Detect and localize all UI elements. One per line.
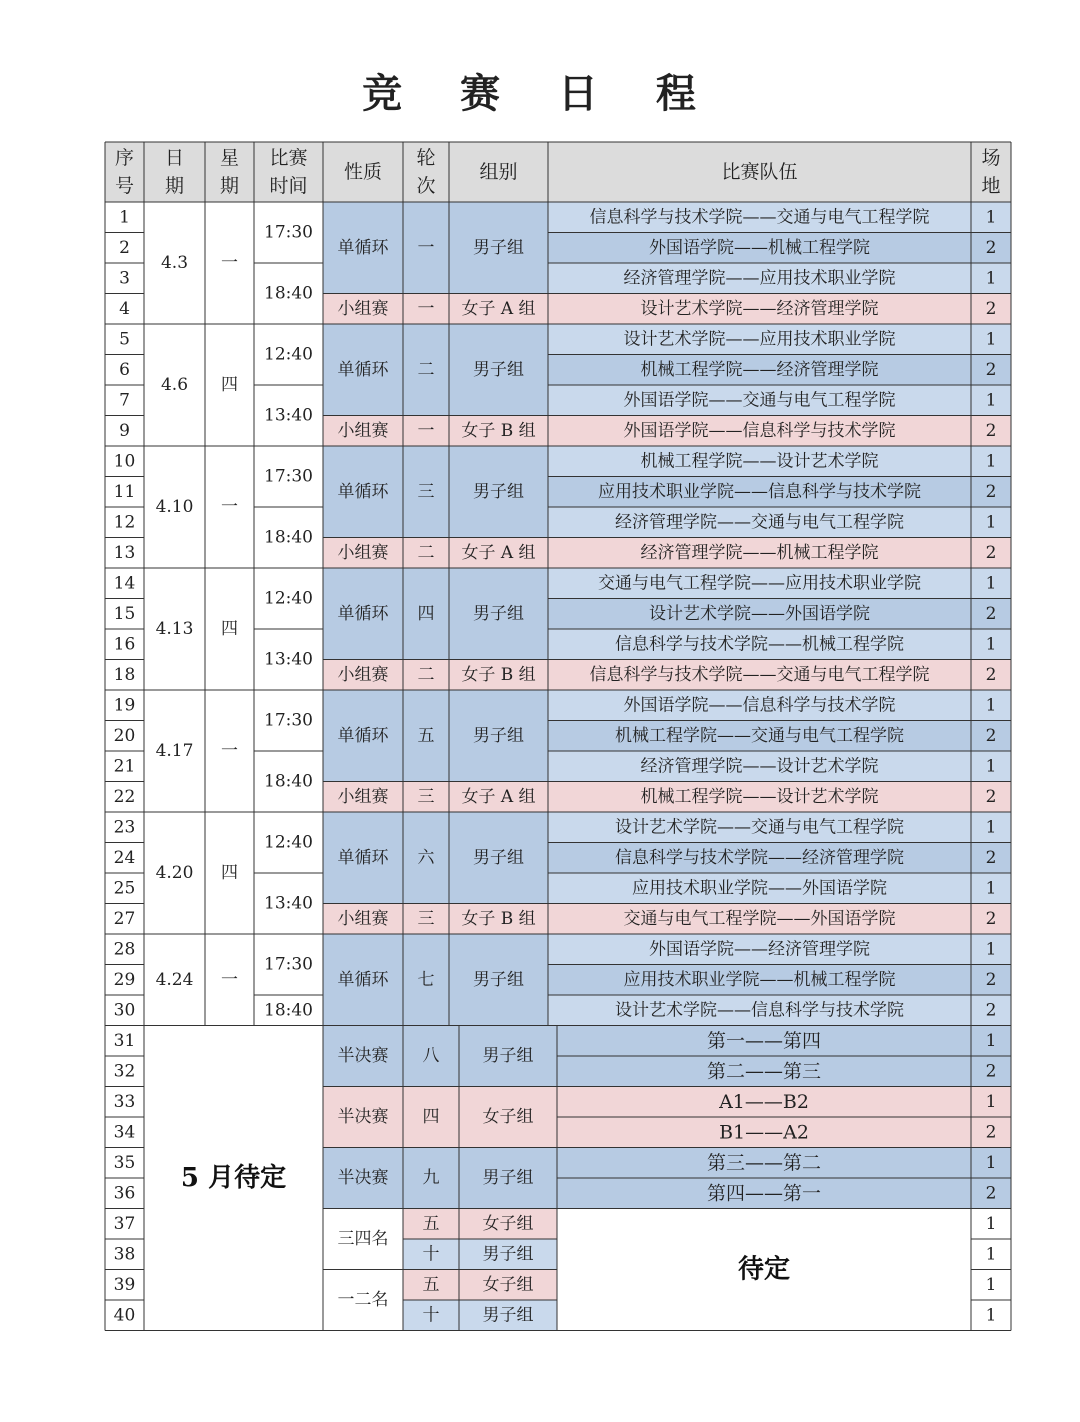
seq-number: 31 — [113, 1030, 136, 1051]
nature-cell: 小组赛 — [337, 542, 389, 563]
weekday-cell: 一 — [221, 741, 238, 761]
venue-number: 1 — [985, 1213, 997, 1234]
venue-number: 2 — [985, 420, 997, 441]
nature-cell: 单循环 — [337, 969, 389, 990]
venue-number: 2 — [985, 969, 997, 990]
nature-cell: 单循环 — [337, 603, 389, 624]
group-cell: 女子 B 组 — [461, 420, 536, 441]
time-cell: 17:30 — [264, 710, 313, 731]
page-title: 竞 赛 日 程 — [362, 70, 718, 117]
venue-number: 1 — [985, 451, 997, 472]
header-seq: 序 — [114, 147, 135, 169]
group-cell: 女子 A 组 — [461, 786, 536, 807]
match-teams: 应用技术职业学院——信息科学与技术学院 — [598, 481, 921, 502]
nature-cell: 小组赛 — [337, 420, 389, 441]
header-seq: 号 — [114, 175, 135, 197]
match-teams: 交通与电气工程学院——外国语学院 — [623, 908, 896, 929]
seq-number: 16 — [113, 634, 136, 655]
date-cell: 4.3 — [160, 253, 189, 273]
may-tbd-label: 5 月待定 — [180, 1163, 287, 1193]
round-cell: 三 — [417, 786, 435, 807]
match-teams: 第四——第一 — [706, 1182, 822, 1205]
venue-number: 1 — [985, 1091, 997, 1112]
nature-cell: 小组赛 — [337, 664, 389, 685]
group-cell: 男子组 — [473, 359, 524, 380]
group-cell: 女子 A 组 — [461, 298, 536, 319]
time-cell: 17:30 — [264, 954, 313, 975]
match-teams: 信息科学与技术学院——交通与电气工程学院 — [589, 207, 930, 228]
venue-number: 2 — [985, 1122, 997, 1143]
group-cell: 男子组 — [473, 847, 524, 868]
match-teams: 机械工程学院——设计艺术学院 — [640, 786, 879, 807]
header-weekday: 期 — [219, 175, 240, 197]
venue-number: 1 — [985, 1274, 997, 1295]
group-cell: 男子组 — [482, 1046, 534, 1066]
group-cell: 女子组 — [482, 1213, 534, 1234]
group-cell: 男子组 — [473, 481, 524, 502]
header-venue: 地 — [981, 175, 1001, 197]
nature-cell: 单循环 — [337, 359, 389, 380]
seq-number: 22 — [113, 786, 136, 807]
seq-number: 38 — [113, 1244, 136, 1265]
venue-number: 2 — [985, 603, 997, 624]
seq-number: 34 — [113, 1122, 136, 1143]
match-teams: 机械工程学院——经济管理学院 — [640, 359, 879, 380]
nature-cell: 半决赛 — [337, 1107, 389, 1127]
date-cell: 4.24 — [155, 969, 194, 990]
match-teams: 外国语学院——机械工程学院 — [649, 237, 870, 258]
nature-cell: 小组赛 — [337, 786, 389, 807]
header-time: 比赛 — [269, 147, 308, 169]
header-date: 期 — [164, 175, 185, 197]
venue-number: 1 — [985, 512, 997, 533]
seq-number: 15 — [113, 603, 136, 624]
time-cell: 12:40 — [264, 588, 313, 609]
seq-number: 39 — [113, 1274, 136, 1295]
match-teams: 第一——第四 — [706, 1029, 822, 1052]
nature-cell: 单循环 — [337, 237, 389, 258]
seq-number: 7 — [119, 390, 130, 411]
seq-number: 24 — [113, 847, 136, 868]
venue-number: 2 — [985, 908, 997, 929]
nature-cell: 半决赛 — [337, 1046, 389, 1066]
seq-number: 12 — [113, 512, 136, 533]
date-cell: 4.10 — [155, 497, 194, 517]
group-cell: 男子组 — [473, 725, 524, 746]
venue-number: 1 — [985, 817, 997, 838]
date-cell: 4.17 — [155, 741, 194, 761]
venue-number: 1 — [985, 573, 997, 594]
round-cell: 十 — [422, 1244, 440, 1265]
match-teams: 设计艺术学院——经济管理学院 — [640, 298, 879, 319]
venue-number: 2 — [985, 1061, 997, 1082]
header-nature: 性质 — [343, 161, 383, 183]
venue-number: 1 — [985, 1244, 997, 1265]
round-cell: 七 — [417, 969, 435, 990]
venue-number: 1 — [985, 268, 997, 289]
seq-number: 4 — [119, 298, 130, 319]
header-row — [105, 142, 1011, 202]
match-teams: 信息科学与技术学院——交通与电气工程学院 — [589, 664, 930, 685]
match-teams: 设计艺术学院——应用技术职业学院 — [623, 329, 896, 350]
round-cell: 二 — [417, 542, 435, 563]
seq-number: 25 — [113, 878, 136, 899]
match-teams: 经济管理学院——机械工程学院 — [640, 542, 879, 563]
match-teams: 信息科学与技术学院——经济管理学院 — [615, 847, 904, 868]
time-cell: 13:40 — [264, 649, 313, 670]
round-cell: 一 — [417, 420, 435, 441]
match-teams: 外国语学院——信息科学与技术学院 — [623, 695, 896, 716]
venue-number: 1 — [985, 939, 997, 960]
nature-cell: 小组赛 — [337, 298, 389, 319]
venue-number: 1 — [985, 390, 997, 411]
date-cell: 4.13 — [155, 619, 194, 639]
match-teams: 经济管理学院——交通与电气工程学院 — [615, 512, 904, 533]
header-time: 时间 — [269, 175, 308, 197]
match-teams: 经济管理学院——应用技术职业学院 — [623, 268, 896, 289]
group-cell: 女子 B 组 — [461, 664, 536, 685]
time-cell: 18:40 — [264, 1000, 313, 1021]
match-teams: 设计艺术学院——信息科学与技术学院 — [615, 1000, 904, 1021]
group-cell: 女子组 — [482, 1107, 534, 1127]
round-cell: 二 — [417, 359, 435, 380]
match-teams: 设计艺术学院——交通与电气工程学院 — [615, 817, 904, 838]
group-cell: 男子组 — [482, 1244, 534, 1265]
seq-number: 36 — [113, 1183, 136, 1204]
header-weekday: 星 — [219, 147, 240, 169]
seq-number: 19 — [113, 695, 136, 716]
round-cell: 八 — [422, 1046, 440, 1066]
header-teams: 比赛队伍 — [721, 161, 798, 183]
match-teams: 应用技术职业学院——机械工程学院 — [623, 969, 896, 990]
seq-number: 37 — [113, 1213, 136, 1234]
venue-number: 2 — [985, 1000, 997, 1021]
round-cell: 二 — [417, 664, 435, 685]
seq-number: 2 — [119, 237, 130, 258]
round-cell: 九 — [422, 1168, 440, 1188]
header-venue: 场 — [981, 147, 1001, 169]
match-teams: 外国语学院——交通与电气工程学院 — [623, 390, 896, 411]
group-cell: 男子组 — [473, 237, 524, 258]
venue-number: 2 — [985, 298, 997, 319]
header-round: 轮 — [416, 147, 436, 169]
venue-number: 2 — [985, 359, 997, 380]
venue-number: 1 — [985, 695, 997, 716]
seq-number: 13 — [113, 542, 136, 563]
seq-number: 27 — [113, 908, 136, 929]
venue-number: 1 — [985, 878, 997, 899]
group-cell: 女子 A 组 — [461, 542, 536, 563]
match-teams: 外国语学院——经济管理学院 — [649, 939, 870, 960]
venue-number: 1 — [985, 329, 997, 350]
weekday-cell: 一 — [221, 253, 238, 273]
venue-number: 1 — [985, 1152, 997, 1173]
seq-number: 30 — [113, 1000, 136, 1021]
round-cell: 四 — [417, 603, 435, 624]
seq-number: 32 — [113, 1061, 136, 1082]
venue-number: 2 — [985, 1183, 997, 1204]
nature-cell: 小组赛 — [337, 908, 389, 929]
venue-number: 2 — [985, 237, 997, 258]
weekday-cell: 一 — [221, 497, 238, 517]
time-cell: 17:30 — [264, 222, 313, 243]
match-teams: 应用技术职业学院——外国语学院 — [632, 878, 887, 899]
round-cell: 一 — [417, 237, 435, 258]
weekday-cell: 四 — [221, 375, 238, 395]
time-cell: 18:40 — [264, 283, 313, 304]
venue-number: 1 — [985, 756, 997, 777]
venue-number: 2 — [985, 725, 997, 746]
round-cell: 十 — [422, 1305, 440, 1326]
seq-number: 40 — [113, 1305, 136, 1326]
nature-cell: 单循环 — [337, 481, 389, 502]
venue-number: 2 — [985, 847, 997, 868]
venue-number: 2 — [985, 481, 997, 502]
seq-number: 10 — [113, 451, 136, 472]
group-cell: 男子组 — [482, 1168, 534, 1188]
match-teams: 设计艺术学院——外国语学院 — [649, 603, 870, 624]
time-cell: 17:30 — [264, 466, 313, 487]
seq-number: 14 — [113, 573, 136, 594]
venue-number: 1 — [985, 1305, 997, 1326]
time-cell: 18:40 — [264, 527, 313, 548]
seq-number: 5 — [119, 329, 130, 350]
match-teams: 信息科学与技术学院——机械工程学院 — [615, 634, 904, 655]
nature-cell: 三四名 — [337, 1229, 389, 1249]
match-teams: 第三——第二 — [706, 1151, 822, 1174]
seq-number: 1 — [119, 207, 130, 228]
date-cell: 4.6 — [160, 375, 189, 395]
date-cell: 4.20 — [155, 863, 194, 883]
seq-number: 28 — [113, 939, 136, 960]
time-cell: 12:40 — [264, 832, 313, 853]
match-teams: B1——A2 — [719, 1121, 809, 1144]
group-cell: 女子 B 组 — [461, 908, 536, 929]
venue-number: 1 — [985, 1030, 997, 1051]
time-cell: 12:40 — [264, 344, 313, 365]
venue-number: 1 — [985, 207, 997, 228]
nature-cell: 单循环 — [337, 725, 389, 746]
round-cell: 五 — [422, 1274, 440, 1295]
seq-number: 29 — [113, 969, 136, 990]
match-teams: 第二——第三 — [706, 1060, 822, 1083]
venue-number: 2 — [985, 664, 997, 685]
seq-number: 35 — [113, 1152, 136, 1173]
header-date: 日 — [164, 147, 185, 169]
match-teams: 交通与电气工程学院——应用技术职业学院 — [598, 573, 921, 594]
round-cell: 五 — [417, 725, 435, 746]
seq-number: 11 — [113, 481, 136, 502]
venue-number: 2 — [985, 542, 997, 563]
seq-number: 23 — [113, 817, 136, 838]
round-cell: 一 — [417, 298, 435, 319]
nature-cell: 一二名 — [337, 1290, 389, 1310]
nature-cell: 单循环 — [337, 847, 389, 868]
match-teams: 经济管理学院——设计艺术学院 — [640, 756, 879, 777]
venue-number: 1 — [985, 634, 997, 655]
header-round: 次 — [416, 175, 436, 197]
header-group: 组别 — [479, 161, 518, 183]
group-cell: 男子组 — [473, 969, 524, 990]
time-cell: 13:40 — [264, 893, 313, 914]
round-cell: 四 — [422, 1107, 440, 1127]
group-cell: 男子组 — [473, 603, 524, 624]
tbd-label: 待定 — [737, 1254, 791, 1285]
weekday-cell: 四 — [221, 863, 238, 883]
match-teams: A1——B2 — [719, 1090, 809, 1113]
round-cell: 三 — [417, 908, 435, 929]
seq-number: 9 — [119, 420, 130, 441]
group-cell: 女子组 — [482, 1274, 534, 1295]
seq-number: 21 — [113, 756, 136, 777]
seq-number: 18 — [113, 664, 136, 685]
round-cell: 三 — [417, 481, 435, 502]
match-teams: 机械工程学院——设计艺术学院 — [640, 451, 879, 472]
seq-number: 20 — [113, 725, 136, 746]
nature-cell: 半决赛 — [337, 1168, 389, 1188]
match-teams: 机械工程学院——交通与电气工程学院 — [615, 725, 904, 746]
weekday-cell: 四 — [221, 619, 238, 639]
round-cell: 六 — [417, 847, 435, 868]
time-cell: 18:40 — [264, 771, 313, 792]
group-cell: 男子组 — [482, 1305, 534, 1326]
round-cell: 五 — [422, 1213, 440, 1234]
seq-number: 6 — [119, 359, 130, 380]
weekday-cell: 一 — [221, 969, 238, 990]
seq-number: 3 — [119, 268, 130, 289]
time-cell: 13:40 — [264, 405, 313, 426]
match-teams: 外国语学院——信息科学与技术学院 — [623, 420, 896, 441]
seq-number: 33 — [113, 1091, 136, 1112]
venue-number: 2 — [985, 786, 997, 807]
